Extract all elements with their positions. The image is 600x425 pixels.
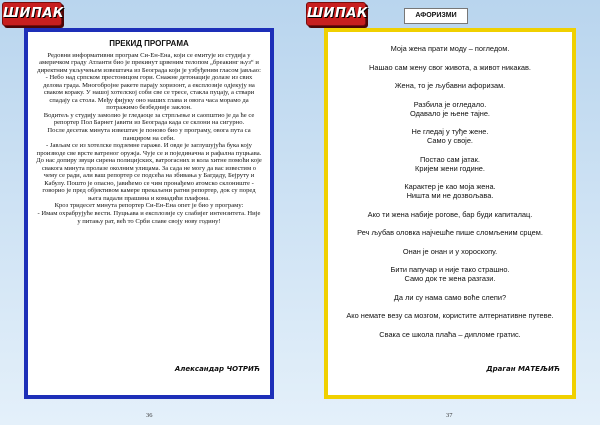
aphorism: Ако немате везу са мозгом, користите алтернативне путеве.: [346, 311, 554, 320]
article-paragraph: После десетак минута извештач је поново био у програму, овога пута са панциром на себи.: [47, 127, 251, 142]
aphorisms-list: [334, 44, 566, 348]
page-number: 37: [446, 412, 453, 419]
article-body: [36, 40, 262, 225]
aphorism: Да ли су нама само воће слепи?: [393, 292, 507, 302]
aphorism: Свака се школа плаћа – дипломе гратис.: [379, 329, 521, 339]
logo: [2, 2, 65, 26]
logo: [306, 2, 369, 26]
article-paragraph: - Небо над српском престоницом гори. Снажне детонације долазе из свих делова града. Многобројне ракете парају хоризонт, а експлозије одјекују на сваком кораку. У нашој хотелској соби све се тресе, стакла пуцају, а ствари спадају са стола. Међу фијуку оно наших глава и овога часа морамо да потражимо безбедније заклон.: [43, 74, 255, 112]
section-label: АФОРИЗМИ: [404, 8, 468, 24]
article-paragraph: - Јављам се из хотелске подземне гараже. И овде је заглушујућа бука коју производе све врсте ватреног оружја. Чује се и појединачна и рафална пуцњава. До нас допиру звуци сирена полицијских, ватрогасних и кола хитне помоћи које свакога минута пролазе околним улицама. За сада не могу да вас известим о чему се ради, али ваш репортер се подсећа на збивања у Багдаду, Бејруту и Кабулу. Пошто је опасно, јавићемо се чим пронађемо атомско склониште - говорио је пред објективом камере прекаљени ратни репортер, док су поред њега падали прашина и комадићи плафона.: [36, 142, 262, 202]
aphorism: Разбила је огледало. Одавало је њене тајне.: [410, 99, 490, 118]
aphorism: Ако ти жена набије рогове, бар буди капиталац.: [367, 209, 533, 219]
article-title: ПРЕКИД ПРОГРАМА: [109, 39, 189, 48]
aphorism: Не гледај у туђе жене. Само у своје.: [411, 127, 489, 145]
author-signature: Александар ЧОТРИЋ: [174, 365, 260, 373]
aphorism: Онан је онан и у хороскопу.: [402, 246, 498, 256]
aphorism: Нашао сам жену свог живота, а живот никакав.: [369, 62, 531, 72]
aphorisms-frame: [324, 28, 576, 399]
article-paragraph: Редовни информативни програм Си-Ен-Ена, који се емитује из студија у америчком граду Атланти био је прекинут црвеним телопом „бреакинг њуз“ и директним укључењем извештача из Београда који је узбуђеним гласом јављао:: [37, 51, 261, 74]
logo-text: ШИПАК: [307, 6, 369, 21]
author-signature: Драган МАТЕЉИЋ: [486, 365, 560, 373]
aphorism: Бити папучар и није тако страшно. Само док те жена разгази.: [390, 265, 510, 283]
aphorism: Реч љубав оловка најчешће пише сломљеним срцем.: [357, 228, 543, 237]
page-number: 36: [146, 412, 153, 419]
logo-text: ШИПАК: [3, 6, 65, 21]
aphorism: Жена, то је љубавни афоризам.: [394, 81, 506, 90]
article-frame: [24, 28, 274, 399]
right-page: [300, 0, 600, 425]
aphorism: Карактер је као моја жена. Ништа ми не дозвољава.: [404, 182, 496, 200]
aphorism: Моја жена прати моду – погледом.: [390, 44, 510, 53]
article-paragraph: Водитељ у студију замолио је гледаоце за стрпљење и саопштио је да ће се репортер Пол Барнет јавити из Београда када се склони на сигурно.: [43, 111, 255, 127]
article-paragraph: Кроз тридесет минута репортер Си-Ен-Ена опет је био у програму:: [54, 202, 244, 210]
aphorism: Постао сам јатак. Кријем жени године.: [415, 154, 485, 173]
article-paragraph: - Имам охрабрујуће вести. Пуцњава и експлозије су слабијег интензитета. Није у питању рат, већ то Срби славе своју нову годину!: [37, 210, 261, 225]
